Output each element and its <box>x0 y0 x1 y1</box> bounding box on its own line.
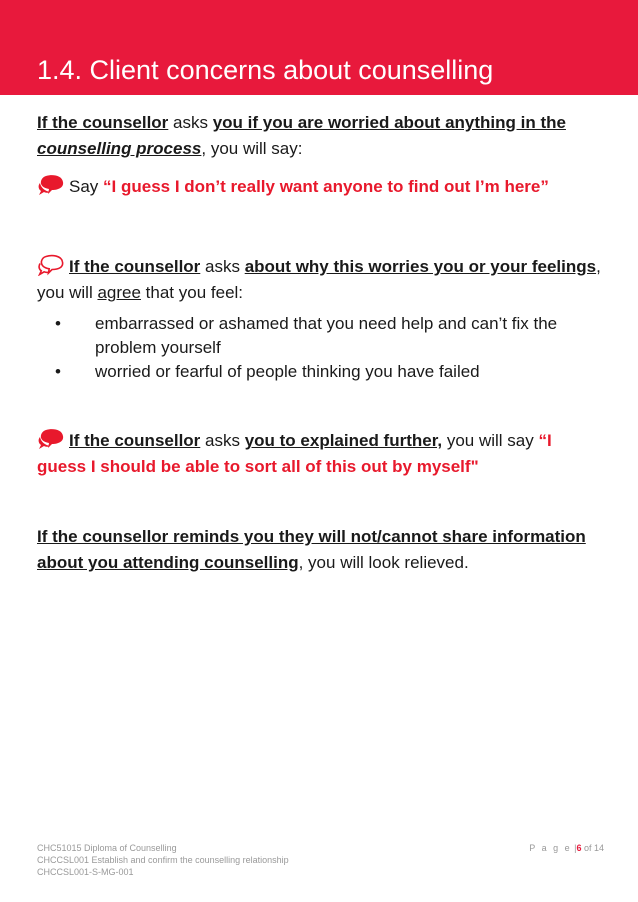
bullet-marker: • <box>55 362 61 381</box>
paragraph-explain-further <box>37 428 602 480</box>
worries-text: you if you are worried about anything in the <box>212 113 566 132</box>
paragraph-worries-question <box>37 110 602 162</box>
bullet-marker: • <box>55 314 61 333</box>
page-separator: | <box>574 843 577 853</box>
will-say-text: , you will say: <box>201 139 303 158</box>
page-total: of 14 <box>581 843 604 853</box>
agree-text: agree <box>97 283 141 302</box>
explain-further-text: you to explained further, <box>244 431 443 450</box>
sort-out-quote: “I guess I should be able to sort all of this out by myself" <box>37 431 552 476</box>
paragraph-say-response <box>37 174 602 200</box>
paragraph-confidentiality <box>37 524 602 576</box>
current-page: 6 <box>576 843 582 853</box>
paragraph-feelings-question <box>37 254 602 306</box>
you-will-say-text: you will say <box>442 431 539 450</box>
list-item-text: embarrassed or ashamed that you need help and can’t fix the problem yourself <box>95 314 558 357</box>
that-you-feel-text: that you feel: <box>140 283 244 302</box>
list-item <box>37 360 602 384</box>
speech-bubbles-icon <box>37 174 65 196</box>
asks-text: asks <box>200 257 245 276</box>
counsellor-label: If the counsellor <box>69 257 201 276</box>
footer-course-title: CHC51015 Diploma of Counselling <box>37 843 177 853</box>
footer-page-number <box>529 842 604 854</box>
speech-bubbles-icon <box>37 428 65 450</box>
counselling-process-text: counselling process <box>37 139 202 158</box>
footer-doc-code: CHCCSL001-S-MG-001 <box>37 867 134 877</box>
feelings-list <box>37 312 602 384</box>
page-title: 1.4. Client concerns about counselling <box>37 55 494 85</box>
document-body <box>37 110 602 576</box>
page-label: P a g e <box>529 843 572 853</box>
asks-text: asks <box>168 113 213 132</box>
feelings-text: about why this worries you or your feelings <box>244 257 597 276</box>
reminder-text: If the counsellor reminds you they will not/cannot share information about you attending counselling <box>37 527 586 572</box>
footer-course-info <box>37 842 289 878</box>
you-will-text: , you will <box>37 257 601 302</box>
relieved-text: , you will look relieved. <box>298 553 469 572</box>
say-quote: “I guess I don’t really want anyone to find out I’m here” <box>103 177 549 196</box>
counsellor-label: If the counsellor <box>37 113 169 132</box>
say-label: Say <box>69 177 104 196</box>
list-item <box>37 312 602 360</box>
footer-unit-title: CHCCSL001 Establish and confirm the counselling relationship <box>37 855 289 865</box>
speech-bubbles-outline-icon <box>37 254 65 276</box>
counsellor-label: If the counsellor <box>69 431 201 450</box>
asks-text: asks <box>200 431 245 450</box>
list-item-text: worried or fearful of people thinking you have failed <box>95 362 480 381</box>
